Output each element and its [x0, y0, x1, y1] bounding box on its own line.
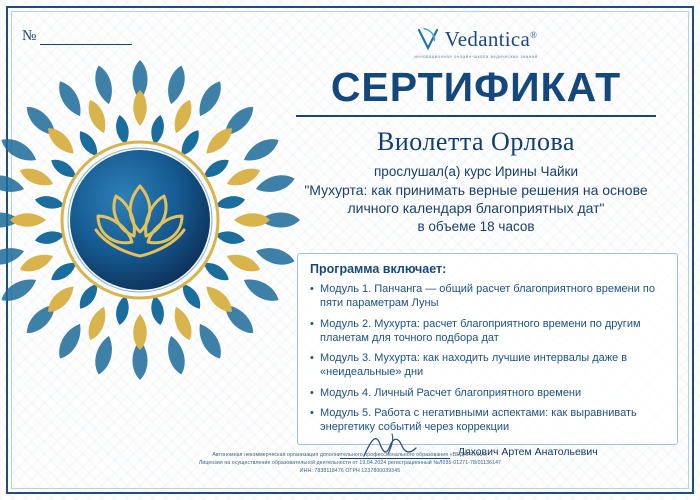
list-item: • Модуль 2. Мухурта: расчет благоприятного времени по другим планетам для точного подбора дат — [310, 317, 665, 346]
page-title: СЕРТИФИКАТ — [330, 64, 622, 110]
certificate-number-field — [22, 28, 132, 45]
title-divider — [296, 115, 656, 117]
brand-name-text: Vedantica — [444, 26, 531, 51]
certificate-number-label: № — [22, 28, 37, 44]
course-title-line-1: "Мухурта: как принимать верные решения на основе — [304, 181, 648, 198]
list-item: • Модуль 5. Работа с негативными аспектами: как выравнивать энергетику событий через коррекции — [310, 406, 665, 435]
certificate-content — [270, 26, 682, 234]
signatory-name: Ляхович Артем Анатольевич — [458, 446, 598, 458]
certificate-number-rule — [40, 30, 132, 45]
program-box — [297, 253, 678, 445]
program-list — [310, 282, 665, 435]
brand-trademark: ® — [530, 29, 538, 40]
fineprint-line-2: Лицензия на осуществление образовательной деятельности от 19.04.2024 регистрационный №Л035-01271-78/01136147 — [198, 459, 502, 466]
fineprint-line-3: ИНН: 7838118476 ОГРН 1237800039345 — [299, 467, 401, 474]
list-item: • Модуль 4. Личный Расчет благоприятного времени — [310, 386, 665, 400]
list-item: • Модуль 3. Мухурта: как находить лучшие интервалы даже в «неидеальные» дни — [310, 351, 665, 380]
program-heading: Программа включает: — [310, 262, 447, 276]
brand-logo — [270, 26, 682, 52]
mandala-ornament — [0, 60, 300, 380]
brand-name — [445, 27, 538, 52]
recipient-name: Виолетта Орлова — [377, 127, 575, 156]
legal-fineprint — [0, 452, 700, 475]
course-subtitle: прослушал(а) курс Ирины Чайки — [374, 164, 578, 179]
fineprint-line-1: Автономная некоммерческая организация дополнительного профессионального образования «ВЕДАНТИКА» — [212, 452, 488, 458]
brand-tagline: инновационная онлайн-школа ведических знаний — [414, 54, 538, 59]
course-hours: в объеме 18 часов — [417, 218, 535, 234]
list-item: • Модуль 1. Панчанга — общий расчет благоприятного времени по пяти параметрам Луны — [310, 282, 665, 311]
course-title-line-2: личного календаря благоприятных дат" — [347, 200, 605, 217]
vedantica-v-icon — [415, 26, 441, 52]
